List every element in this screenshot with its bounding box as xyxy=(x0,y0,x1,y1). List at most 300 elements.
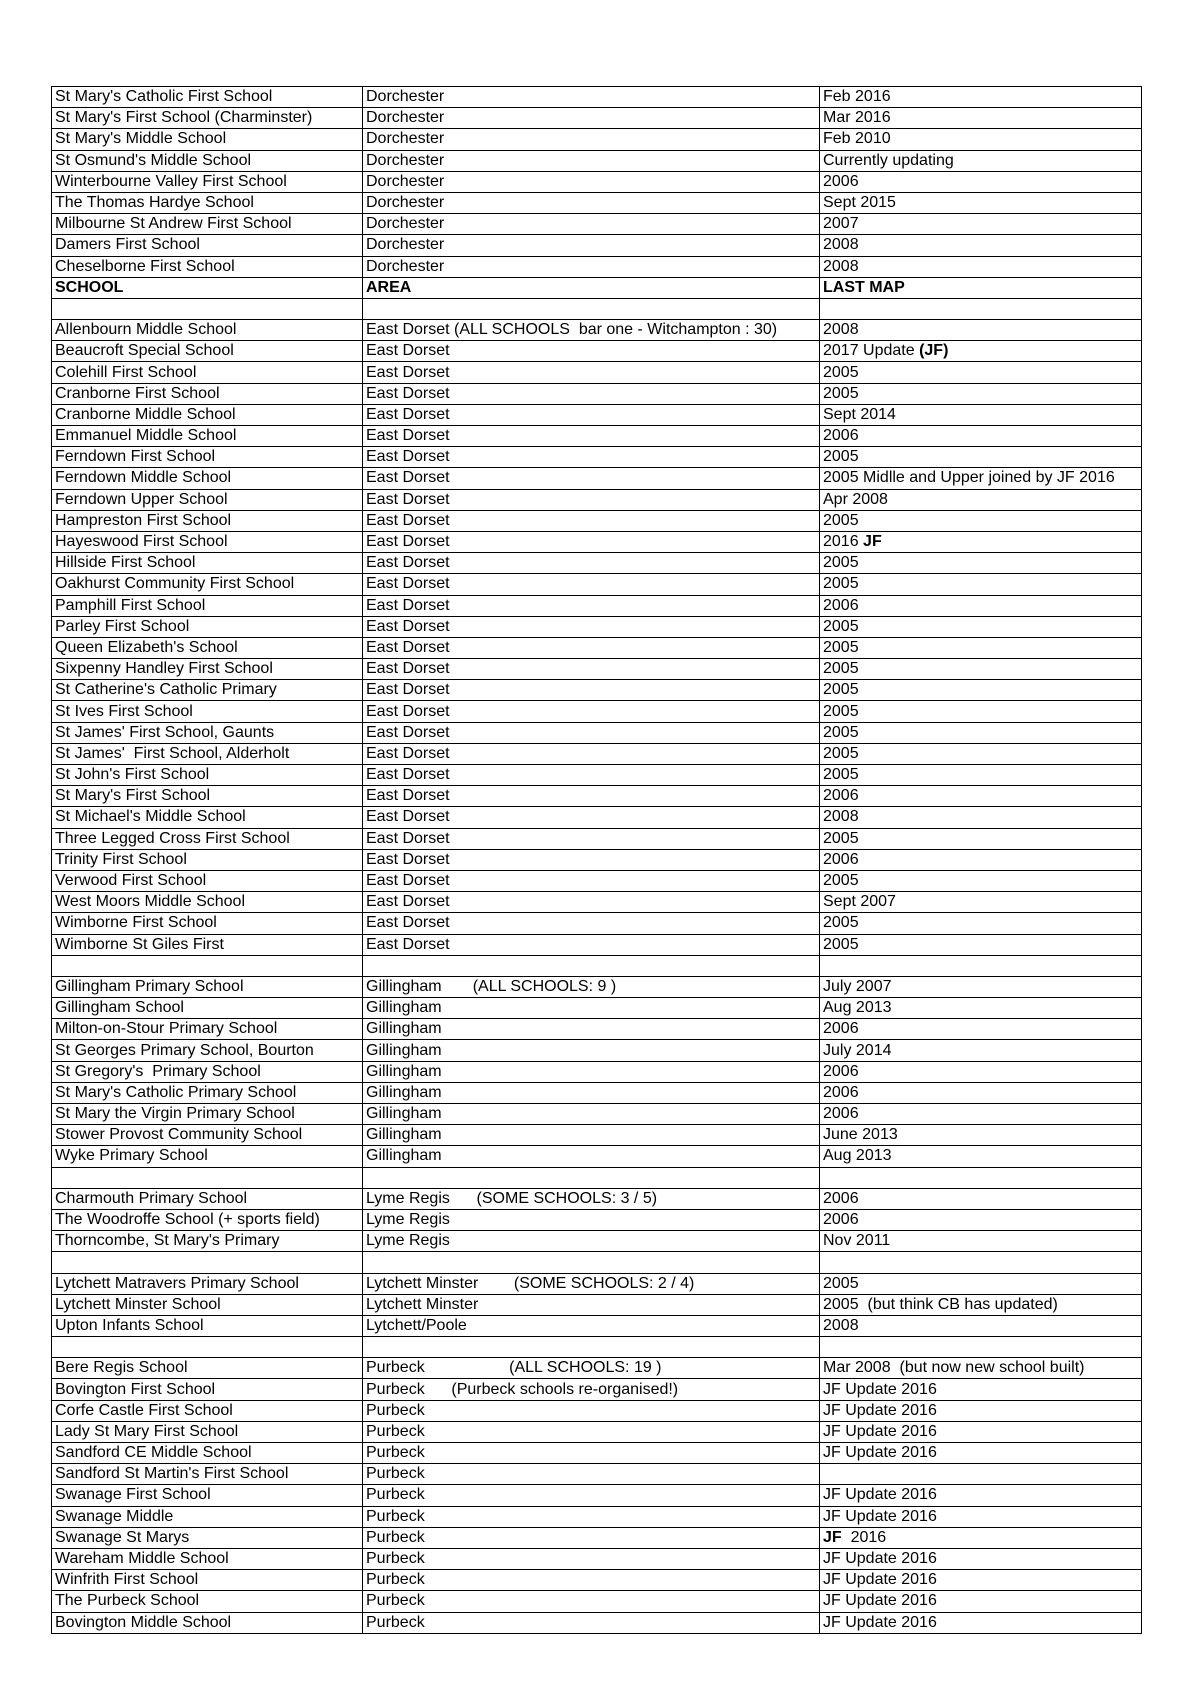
school-cell: St Mary's First School (Charminster) xyxy=(52,108,363,129)
table-row xyxy=(52,214,1142,235)
school-cell: St James' First School, Gaunts xyxy=(52,722,363,743)
last-map-cell: 2005 xyxy=(820,383,1142,404)
school-cell: Bere Regis School xyxy=(52,1358,363,1379)
last-map-cell: June 2013 xyxy=(820,1125,1142,1146)
last-map-cell: 2006 xyxy=(820,1104,1142,1125)
school-cell: Gillingham School xyxy=(52,998,363,1019)
area-cell: Lyme Regis xyxy=(363,1231,820,1252)
last-map-cell xyxy=(820,1527,1142,1548)
area-cell: Purbeck (ALL SCHOOLS: 19 ) xyxy=(363,1358,820,1379)
area-cell: East Dorset xyxy=(363,913,820,934)
table-row xyxy=(52,616,1142,637)
table-row xyxy=(52,1443,1142,1464)
school-cell: St Mary's Catholic First School xyxy=(52,87,363,108)
area-cell: East Dorset xyxy=(363,786,820,807)
area-cell: East Dorset xyxy=(363,595,820,616)
table-row xyxy=(52,235,1142,256)
cell-bold-text: (JF) xyxy=(919,342,949,360)
area-cell: Purbeck xyxy=(363,1421,820,1442)
school-cell: Trinity First School xyxy=(52,849,363,870)
school-cell xyxy=(52,955,363,976)
school-cell: Corfe Castle First School xyxy=(52,1400,363,1421)
area-cell: East Dorset xyxy=(363,616,820,637)
last-map-cell: 2006 xyxy=(820,786,1142,807)
last-map-cell xyxy=(820,1464,1142,1485)
school-cell: St Michael's Middle School xyxy=(52,807,363,828)
area-cell: AREA xyxy=(363,277,820,298)
last-map-cell: Currently updating xyxy=(820,150,1142,171)
school-cell: SCHOOL xyxy=(52,277,363,298)
area-cell: Dorchester xyxy=(363,171,820,192)
area-cell xyxy=(363,1337,820,1358)
school-cell: Hayeswood First School xyxy=(52,531,363,552)
area-cell: East Dorset xyxy=(363,849,820,870)
school-cell: St Ives First School xyxy=(52,701,363,722)
area-cell: Lytchett/Poole xyxy=(363,1315,820,1336)
last-map-cell: 2006 xyxy=(820,1209,1142,1230)
school-cell: Wimborne First School xyxy=(52,913,363,934)
last-map-cell: 2005 xyxy=(820,1273,1142,1294)
table-row xyxy=(52,341,1142,362)
last-map-cell: JF Update 2016 xyxy=(820,1591,1142,1612)
last-map-cell: Nov 2011 xyxy=(820,1231,1142,1252)
table-row xyxy=(52,807,1142,828)
school-cell: Upton Infants School xyxy=(52,1315,363,1336)
table-row xyxy=(52,659,1142,680)
school-cell: Lytchett Matravers Primary School xyxy=(52,1273,363,1294)
school-cell xyxy=(52,1167,363,1188)
school-cell: Stower Provost Community School xyxy=(52,1125,363,1146)
area-cell: East Dorset xyxy=(363,447,820,468)
area-cell: East Dorset xyxy=(363,383,820,404)
school-cell: Cheselborne First School xyxy=(52,256,363,277)
table-row xyxy=(52,701,1142,722)
school-cell: Wyke Primary School xyxy=(52,1146,363,1167)
school-cell: Lytchett Minster School xyxy=(52,1294,363,1315)
last-map-cell: Mar 2008 (but now new school built) xyxy=(820,1358,1142,1379)
area-cell xyxy=(363,298,820,319)
table-row xyxy=(52,192,1142,213)
last-map-cell: 2005 xyxy=(820,913,1142,934)
table-row xyxy=(52,1570,1142,1591)
last-map-cell: 2005 xyxy=(820,828,1142,849)
table-row xyxy=(52,1294,1142,1315)
area-cell: Dorchester xyxy=(363,192,820,213)
school-map-table xyxy=(51,86,1142,1634)
school-cell: The Thomas Hardye School xyxy=(52,192,363,213)
last-map-cell xyxy=(820,955,1142,976)
area-cell: East Dorset xyxy=(363,362,820,383)
table-row xyxy=(52,743,1142,764)
last-map-cell: July 2014 xyxy=(820,1040,1142,1061)
last-map-cell: 2005 xyxy=(820,659,1142,680)
table-row xyxy=(52,1464,1142,1485)
last-map-cell xyxy=(820,298,1142,319)
last-map-cell: 2005 xyxy=(820,743,1142,764)
table-row xyxy=(52,595,1142,616)
area-cell: East Dorset xyxy=(363,489,820,510)
area-cell: Dorchester xyxy=(363,87,820,108)
last-map-cell: Feb 2016 xyxy=(820,87,1142,108)
last-map-cell: 2008 xyxy=(820,807,1142,828)
last-map-cell: 2005 xyxy=(820,701,1142,722)
last-map-cell: 2005 xyxy=(820,637,1142,658)
school-cell: St John's First School xyxy=(52,765,363,786)
area-cell: Purbeck xyxy=(363,1400,820,1421)
table-row xyxy=(52,1125,1142,1146)
school-cell: The Woodroffe School (+ sports field) xyxy=(52,1209,363,1230)
school-cell: St Mary's Catholic Primary School xyxy=(52,1082,363,1103)
school-cell: Sandford St Martin's First School xyxy=(52,1464,363,1485)
table-row xyxy=(52,1082,1142,1103)
school-cell: Gillingham Primary School xyxy=(52,976,363,997)
table-row xyxy=(52,849,1142,870)
table-row xyxy=(52,404,1142,425)
area-cell: East Dorset xyxy=(363,659,820,680)
last-map-cell xyxy=(820,531,1142,552)
last-map-cell xyxy=(820,1167,1142,1188)
table-row xyxy=(52,786,1142,807)
area-cell: Lyme Regis xyxy=(363,1209,820,1230)
last-map-cell: JF Update 2016 xyxy=(820,1548,1142,1569)
table-row xyxy=(52,171,1142,192)
table-row xyxy=(52,320,1142,341)
school-cell: Swanage St Marys xyxy=(52,1527,363,1548)
school-cell: Colehill First School xyxy=(52,362,363,383)
table-row xyxy=(52,1506,1142,1527)
school-cell: Bovington First School xyxy=(52,1379,363,1400)
area-cell: Purbeck xyxy=(363,1548,820,1569)
school-cell: Hillside First School xyxy=(52,553,363,574)
last-map-cell: Aug 2013 xyxy=(820,1146,1142,1167)
last-map-cell: Mar 2016 xyxy=(820,108,1142,129)
area-cell: Gillingham xyxy=(363,1019,820,1040)
cell-bold-text: JF xyxy=(863,533,882,551)
area-cell: Gillingham xyxy=(363,1104,820,1125)
table-row xyxy=(52,680,1142,701)
table-row xyxy=(52,1400,1142,1421)
school-cell: Sandford CE Middle School xyxy=(52,1443,363,1464)
table-row xyxy=(52,765,1142,786)
last-map-cell: 2005 xyxy=(820,553,1142,574)
table-row xyxy=(52,426,1142,447)
last-map-cell: 2006 xyxy=(820,595,1142,616)
table-row xyxy=(52,828,1142,849)
last-map-cell: 2005 xyxy=(820,722,1142,743)
last-map-cell: Sept 2015 xyxy=(820,192,1142,213)
table-row xyxy=(52,1337,1142,1358)
last-map-cell: 2005 xyxy=(820,574,1142,595)
school-cell: Swanage First School xyxy=(52,1485,363,1506)
area-cell: Dorchester xyxy=(363,235,820,256)
table-row xyxy=(52,1231,1142,1252)
last-map-cell: JF Update 2016 xyxy=(820,1485,1142,1506)
table-row xyxy=(52,722,1142,743)
area-cell: Purbeck xyxy=(363,1591,820,1612)
last-map-cell: July 2007 xyxy=(820,976,1142,997)
area-cell: East Dorset xyxy=(363,468,820,489)
last-map-cell: 2008 xyxy=(820,320,1142,341)
area-cell: East Dorset xyxy=(363,404,820,425)
area-cell: East Dorset xyxy=(363,807,820,828)
last-map-cell: 2008 xyxy=(820,235,1142,256)
last-map-cell: JF Update 2016 xyxy=(820,1400,1142,1421)
school-cell: The Purbeck School xyxy=(52,1591,363,1612)
last-map-cell: 2006 xyxy=(820,1082,1142,1103)
school-cell: West Moors Middle School xyxy=(52,892,363,913)
header-row xyxy=(52,277,1142,298)
school-cell: Cranborne First School xyxy=(52,383,363,404)
table-row xyxy=(52,1527,1142,1548)
school-cell: Ferndown Middle School xyxy=(52,468,363,489)
last-map-cell: 2005 (but think CB has updated) xyxy=(820,1294,1142,1315)
school-cell: Charmouth Primary School xyxy=(52,1188,363,1209)
last-map-cell: 2006 xyxy=(820,171,1142,192)
last-map-cell: 2005 xyxy=(820,934,1142,955)
table-row xyxy=(52,1315,1142,1336)
area-cell: Lytchett Minster (SOME SCHOOLS: 2 / 4) xyxy=(363,1273,820,1294)
school-cell: Winfrith First School xyxy=(52,1570,363,1591)
table-row xyxy=(52,1104,1142,1125)
area-cell: Purbeck xyxy=(363,1612,820,1633)
area-cell: Dorchester xyxy=(363,108,820,129)
last-map-cell: Aug 2013 xyxy=(820,998,1142,1019)
school-cell: St Georges Primary School, Bourton xyxy=(52,1040,363,1061)
last-map-cell: 2005 xyxy=(820,870,1142,891)
area-cell: Gillingham xyxy=(363,998,820,1019)
last-map-cell xyxy=(820,1337,1142,1358)
table-row xyxy=(52,362,1142,383)
area-cell: Dorchester xyxy=(363,129,820,150)
table-row xyxy=(52,108,1142,129)
table-row xyxy=(52,976,1142,997)
area-cell: Lyme Regis (SOME SCHOOLS: 3 / 5) xyxy=(363,1188,820,1209)
area-cell: Gillingham xyxy=(363,1125,820,1146)
school-cell: St Mary's Middle School xyxy=(52,129,363,150)
cell-text: 2016 xyxy=(823,533,864,551)
table-row xyxy=(52,1167,1142,1188)
last-map-cell: 2005 xyxy=(820,510,1142,531)
table-row xyxy=(52,574,1142,595)
school-cell: Ferndown First School xyxy=(52,447,363,468)
area-cell: East Dorset xyxy=(363,870,820,891)
table-row xyxy=(52,1061,1142,1082)
last-map-cell: LAST MAP xyxy=(820,277,1142,298)
table-row xyxy=(52,1209,1142,1230)
table-row xyxy=(52,913,1142,934)
table-row xyxy=(52,1019,1142,1040)
school-cell xyxy=(52,298,363,319)
area-cell: East Dorset xyxy=(363,892,820,913)
school-cell: Allenbourn Middle School xyxy=(52,320,363,341)
last-map-cell: 2006 xyxy=(820,1188,1142,1209)
school-cell: Sixpenny Handley First School xyxy=(52,659,363,680)
area-cell: Purbeck xyxy=(363,1485,820,1506)
last-map-cell: Feb 2010 xyxy=(820,129,1142,150)
school-cell: Damers First School xyxy=(52,235,363,256)
last-map-cell: JF Update 2016 xyxy=(820,1421,1142,1442)
school-cell: Milbourne St Andrew First School xyxy=(52,214,363,235)
table-row xyxy=(52,256,1142,277)
last-map-cell: JF Update 2016 xyxy=(820,1443,1142,1464)
area-cell: Purbeck (Purbeck schools re-organised!) xyxy=(363,1379,820,1400)
area-cell xyxy=(363,1252,820,1273)
area-cell: Purbeck xyxy=(363,1464,820,1485)
last-map-cell: JF Update 2016 xyxy=(820,1612,1142,1633)
area-cell: East Dorset xyxy=(363,510,820,531)
last-map-cell: 2005 xyxy=(820,362,1142,383)
table-row xyxy=(52,1358,1142,1379)
area-cell: Gillingham (ALL SCHOOLS: 9 ) xyxy=(363,976,820,997)
table-row xyxy=(52,1485,1142,1506)
last-map-cell: 2005 Midlle and Upper joined by JF 2016 xyxy=(820,468,1142,489)
school-cell: Three Legged Cross First School xyxy=(52,828,363,849)
table-row xyxy=(52,870,1142,891)
table-row xyxy=(52,1421,1142,1442)
table-row xyxy=(52,1379,1142,1400)
area-cell: East Dorset xyxy=(363,701,820,722)
table-row xyxy=(52,447,1142,468)
table-row xyxy=(52,934,1142,955)
school-cell: Lady St Mary First School xyxy=(52,1421,363,1442)
last-map-cell: 2006 xyxy=(820,849,1142,870)
cell-text-after: 2016 xyxy=(841,1528,887,1546)
table-row xyxy=(52,1188,1142,1209)
area-cell: Purbeck xyxy=(363,1570,820,1591)
school-cell: Bovington Middle School xyxy=(52,1612,363,1633)
table-row xyxy=(52,150,1142,171)
last-map-cell: 2005 xyxy=(820,447,1142,468)
area-cell: Gillingham xyxy=(363,1040,820,1061)
school-cell xyxy=(52,1252,363,1273)
last-map-cell: 2007 xyxy=(820,214,1142,235)
table-row xyxy=(52,468,1142,489)
school-cell: Winterbourne Valley First School xyxy=(52,171,363,192)
cell-bold-text: JF xyxy=(823,1528,842,1546)
table-row xyxy=(52,531,1142,552)
table-row xyxy=(52,553,1142,574)
school-cell: St James' First School, Alderholt xyxy=(52,743,363,764)
school-cell: Milton-on-Stour Primary School xyxy=(52,1019,363,1040)
table-row xyxy=(52,510,1142,531)
last-map-cell xyxy=(820,1252,1142,1273)
cell-text: 2017 Update xyxy=(823,342,920,360)
area-cell: Lytchett Minster xyxy=(363,1294,820,1315)
table-row xyxy=(52,1548,1142,1569)
last-map-cell: 2006 xyxy=(820,1061,1142,1082)
table-row xyxy=(52,1273,1142,1294)
area-cell: East Dorset xyxy=(363,680,820,701)
table-body xyxy=(52,87,1142,1634)
table-row xyxy=(52,1040,1142,1061)
school-cell: Oakhurst Community First School xyxy=(52,574,363,595)
school-cell: Beaucroft Special School xyxy=(52,341,363,362)
table-row xyxy=(52,1612,1142,1633)
school-cell: St Mary the Virgin Primary School xyxy=(52,1104,363,1125)
school-cell: St Catherine's Catholic Primary xyxy=(52,680,363,701)
school-cell: St Gregory's Primary School xyxy=(52,1061,363,1082)
table-row xyxy=(52,637,1142,658)
last-map-cell: 2008 xyxy=(820,256,1142,277)
area-cell: Gillingham xyxy=(363,1082,820,1103)
area-cell: Purbeck xyxy=(363,1443,820,1464)
area-cell: Gillingham xyxy=(363,1146,820,1167)
area-cell: East Dorset xyxy=(363,553,820,574)
last-map-cell: JF Update 2016 xyxy=(820,1506,1142,1527)
school-cell: Wareham Middle School xyxy=(52,1548,363,1569)
last-map-cell: 2006 xyxy=(820,1019,1142,1040)
school-cell: Ferndown Upper School xyxy=(52,489,363,510)
last-map-cell: JF Update 2016 xyxy=(820,1379,1142,1400)
table-row xyxy=(52,129,1142,150)
last-map-cell: 2005 xyxy=(820,680,1142,701)
school-cell: St Mary's First School xyxy=(52,786,363,807)
last-map-cell: 2006 xyxy=(820,426,1142,447)
area-cell: East Dorset xyxy=(363,722,820,743)
area-cell: Dorchester xyxy=(363,214,820,235)
area-cell: East Dorset xyxy=(363,934,820,955)
area-cell: East Dorset xyxy=(363,341,820,362)
school-cell: St Osmund's Middle School xyxy=(52,150,363,171)
table-row xyxy=(52,1591,1142,1612)
school-cell: Hampreston First School xyxy=(52,510,363,531)
area-cell: East Dorset xyxy=(363,637,820,658)
school-cell: Wimborne St Giles First xyxy=(52,934,363,955)
last-map-cell: Apr 2008 xyxy=(820,489,1142,510)
table-row xyxy=(52,955,1142,976)
last-map-cell: Sept 2014 xyxy=(820,404,1142,425)
table-row xyxy=(52,298,1142,319)
area-cell: East Dorset xyxy=(363,828,820,849)
table-row xyxy=(52,998,1142,1019)
area-cell xyxy=(363,1167,820,1188)
table-row xyxy=(52,383,1142,404)
area-cell: East Dorset xyxy=(363,531,820,552)
area-cell: Purbeck xyxy=(363,1527,820,1548)
area-cell: East Dorset (ALL SCHOOLS bar one - Witchampton : 30) xyxy=(363,320,820,341)
area-cell: East Dorset xyxy=(363,765,820,786)
last-map-cell: 2005 xyxy=(820,616,1142,637)
school-cell: Parley First School xyxy=(52,616,363,637)
table-row xyxy=(52,1252,1142,1273)
area-cell: Purbeck xyxy=(363,1506,820,1527)
last-map-cell: 2008 xyxy=(820,1315,1142,1336)
area-cell: East Dorset xyxy=(363,426,820,447)
school-cell: Queen Elizabeth's School xyxy=(52,637,363,658)
table-row xyxy=(52,892,1142,913)
school-cell: Pamphill First School xyxy=(52,595,363,616)
area-cell: Dorchester xyxy=(363,150,820,171)
school-cell: Verwood First School xyxy=(52,870,363,891)
last-map-cell: JF Update 2016 xyxy=(820,1570,1142,1591)
area-cell: Gillingham xyxy=(363,1061,820,1082)
school-cell: Swanage Middle xyxy=(52,1506,363,1527)
area-cell: East Dorset xyxy=(363,574,820,595)
table-row xyxy=(52,489,1142,510)
school-cell: Emmanuel Middle School xyxy=(52,426,363,447)
area-cell: Dorchester xyxy=(363,256,820,277)
last-map-cell: Sept 2007 xyxy=(820,892,1142,913)
school-cell: Cranborne Middle School xyxy=(52,404,363,425)
school-cell: Thorncombe, St Mary's Primary xyxy=(52,1231,363,1252)
last-map-cell xyxy=(820,341,1142,362)
school-cell xyxy=(52,1337,363,1358)
table-row xyxy=(52,87,1142,108)
last-map-cell: 2005 xyxy=(820,765,1142,786)
area-cell xyxy=(363,955,820,976)
table-row xyxy=(52,1146,1142,1167)
area-cell: East Dorset xyxy=(363,743,820,764)
